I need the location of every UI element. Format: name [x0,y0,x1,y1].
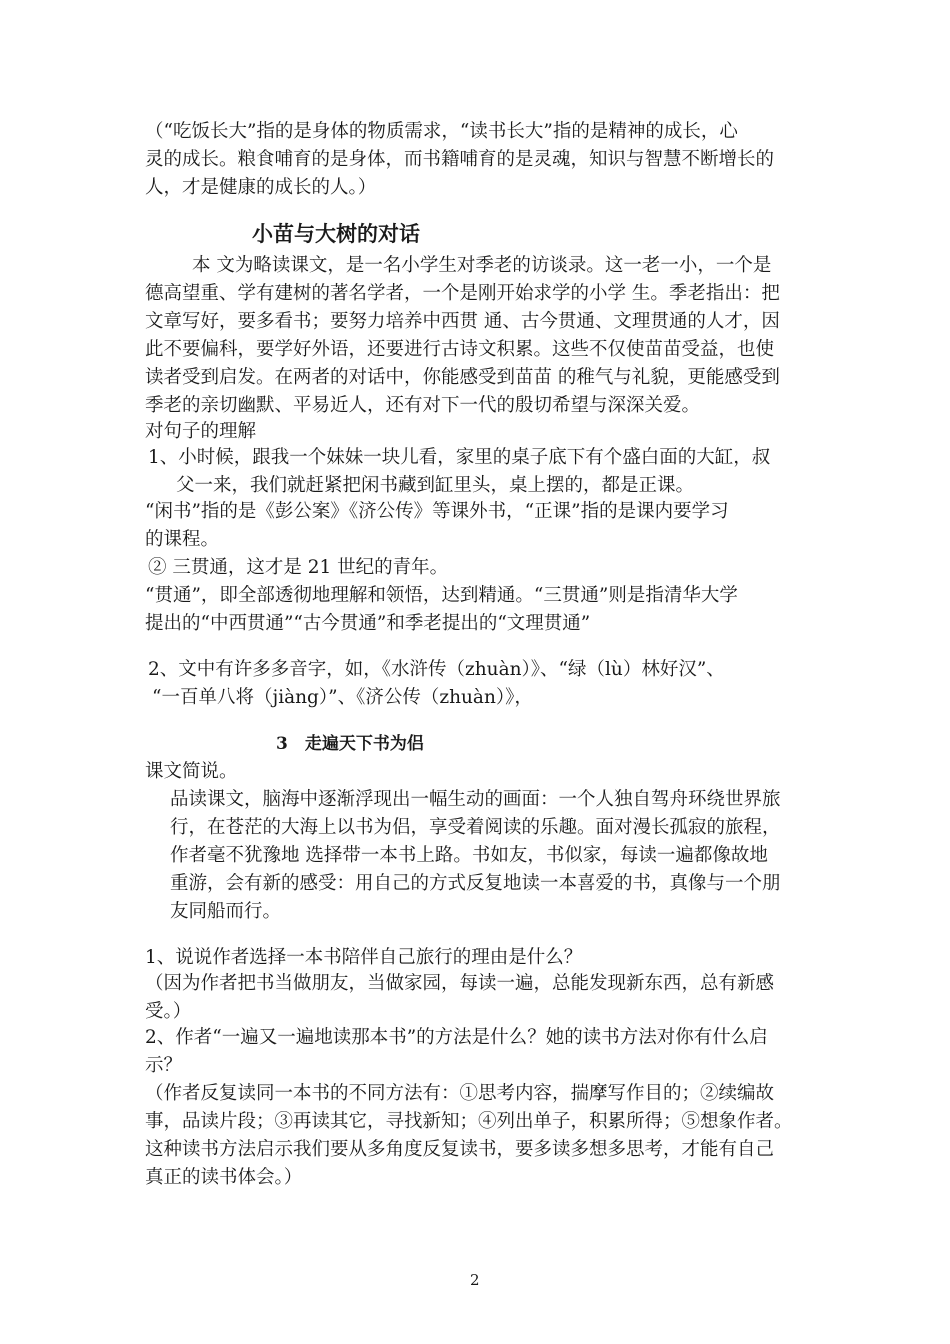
summary-line: 此不要偏科，要学好外语，还要进行古诗文积累。这些不仅使苗苗受益，也使 [145,339,775,360]
summary-line: 读者受到启发。在两者的对话中，你能感受到苗苗 的稚气与礼貌，更能感受到 [145,367,780,388]
item-explanation: 提出的“中西贯通”“古今贯通”和季老提出的“文理贯通” [145,613,591,634]
answer: （作者反复读同一本书的不同方法有：①思考内容，揣摩写作目的；②续编故 [145,1083,775,1104]
brief-line: 作者毫不犹豫地 选择带一本书上路。书如友，书似家，每读一遍都像故地 [170,845,768,866]
item-explanation: “贯通”，即全部透彻地理解和领悟，达到精通。“三贯通”则是指清华大学 [145,585,738,606]
page-number: 2 [470,1271,480,1289]
polyphone-line: “一百单八将（jiàng）”、《济公传（zhuàn）》， [152,687,533,708]
answer: 事，品读片段；③再读其它，寻找新知；④列出单子，积累所得；⑤想象作者。 [145,1111,793,1132]
brief-line: 友同船而行。 [170,901,282,922]
polyphone-line: 2、文中有许多多音字，如，《水浒传（zhuàn）》、“绿（lù）林好汉”、 [148,659,725,680]
intro-note-line: （“吃饭长大”指的是身体的物质需求，“读书长大”指的是精神的成长，心 [145,121,738,142]
intro-note-line: 人，才是健康的成长的人。） [145,177,377,198]
answer: 受。） [145,1001,192,1022]
intro-note-line: 灵的成长。粮食哺育的是身体，而书籍哺育的是灵魂，知识与智慧不断增长的 [145,149,775,170]
answer: （因为作者把书当做朋友，当做家园，每读一遍，总能发现新东西，总有新感 [145,973,775,994]
sentence-heading: 对句子的理解 [145,421,257,442]
summary-line: 本 文为略读课文，是一名小学生对季老的访谈录。这一老一小，一个是 [192,255,772,276]
item-text: ② 三贯通，这才是 21 世纪的青年。 [148,557,449,578]
item-explanation: 的课程。 [145,529,220,550]
brief-heading: 课文简说。 [145,761,238,782]
brief-line: 品读课文，脑海中逐渐浮现出一幅生动的画面：一个人独自驾舟环绕世界旅 [170,789,781,810]
brief-line: 重游，会有新的感受：用自己的方式反复地读一本喜爱的书，真像与一个朋 [170,873,781,894]
answer: 真正的读书体会。） [145,1167,303,1188]
section-title: 3 走遍天下书为侣 [276,734,424,754]
item-explanation: “闲书”指的是《彭公案》《济公传》等课外书，“正课”指的是课内要学习 [145,501,729,522]
item-text: 父一来，我们就赶紧把闲书藏到缸里头，桌上摆的，都是正课。 [176,475,695,496]
question: 示？ [145,1055,183,1076]
question: 1、说说作者选择一本书陪伴自己旅行的理由是什么？ [145,947,583,968]
summary-line: 德高望重、学有建树的著名学者，一个是刚开始求学的小学 生。季老指出：把 [145,283,780,304]
question: 2、作者“一遍又一遍地读那本书”的方法是什么？她的读书方法对你有什么启 [145,1027,768,1048]
item-text: 1、小时候，跟我一个妹妹一块儿看，家里的桌子底下有个盛白面的大缸，叔 [148,447,771,468]
section-title: 小苗与大树的对话 [252,221,420,246]
brief-line: 行，在苍茫的大海上以书为侣，享受着阅读的乐趣。面对漫长孤寂的旅程， [170,817,781,838]
summary-line: 季老的亲切幽默、平易近人，还有对下一代的殷切希望与深深关爱。 [145,395,701,416]
answer: 这种读书方法启示我们要从多角度反复读书，要多读多想多思考，才能有自己 [145,1139,775,1160]
summary-line: 文章写好，要多看书；要努力培养中西贯 通、古今贯通、文理贯通的人才，因 [145,311,780,332]
